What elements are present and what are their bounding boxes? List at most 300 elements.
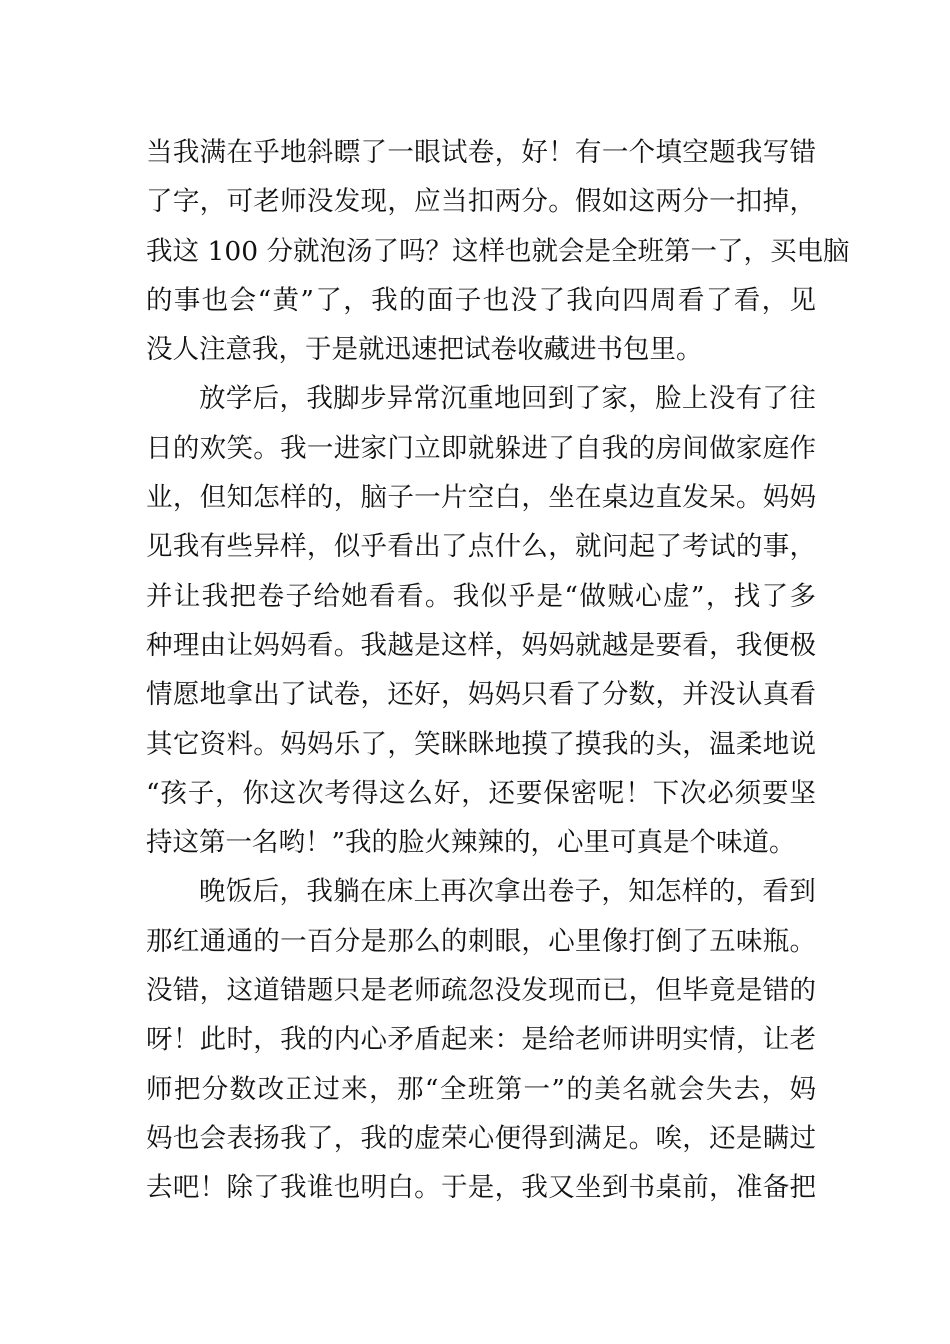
glyph: 坐 [575,1172,602,1204]
glyph: ， [735,1024,763,1056]
glyph: 呀 [146,1024,173,1056]
glyph: 好 [433,777,461,809]
line-text: 没人注意我，于是就迅速把试卷收藏进书包里。 [146,334,703,366]
glyph: 分 [601,679,629,711]
glyph: 要 [761,777,789,809]
glyph: 四 [622,284,649,316]
glyph: 考 [682,531,709,563]
glyph: 我 [172,531,200,563]
glyph: 似 [480,580,508,612]
glyph: 道 [253,975,280,1007]
glyph: 愿 [172,679,200,711]
glyph: 全 [611,235,638,267]
glyph: 是 [467,1172,495,1204]
glyph: 样 [280,531,307,563]
glyph: ， [369,1073,396,1105]
glyph: 眼 [494,925,522,957]
glyph: 试 [440,137,468,168]
glyph: 是 [735,975,763,1007]
glyph: 温 [709,728,736,760]
glyph: 分 [266,235,293,267]
glyph: 表 [226,1122,253,1154]
glyph: ” [690,580,705,612]
glyph: 沉 [440,383,467,415]
glyph: 这 [440,629,468,661]
glyph: 看 [387,531,414,563]
glyph: ， [789,186,816,218]
paragraph-3-line-2 [146,917,816,966]
glyph: ！ [199,1172,227,1204]
glyph: 像 [601,925,629,957]
glyph: 错 [172,975,200,1007]
glyph: 毕 [682,975,709,1007]
glyph: 了 [360,137,387,168]
glyph: 往 [789,383,816,415]
glyph: 竟 [709,975,736,1007]
glyph: 我 [566,284,593,316]
glyph: 通 [226,925,253,957]
glyph: ， [761,1073,789,1105]
glyph: 可 [226,186,253,218]
glyph: 通 [199,925,227,957]
glyph: 我 [360,629,387,661]
paragraph-2-line-8 [146,720,816,769]
glyph: 红 [172,925,200,957]
glyph: 是 [414,629,441,661]
glyph: 眯 [467,728,495,760]
glyph: 分 [201,1073,229,1105]
glyph: 还 [709,1122,736,1154]
glyph: 在 [575,482,602,514]
glyph: 事 [762,531,790,563]
glyph: 名 [622,1073,649,1105]
glyph: 怎 [655,876,682,908]
glyph: 重 [467,383,494,415]
glyph: 扣 [467,186,495,218]
glyph: 妈 [521,629,548,661]
glyph: 当 [440,186,468,218]
glyph: ， [705,580,733,612]
glyph: ， [333,1122,361,1154]
glyph: 么 [406,777,433,809]
glyph: 笑 [414,728,441,760]
glyph: ， [789,531,816,563]
glyph: ， [735,876,763,908]
glyph: 扣 [735,186,763,218]
glyph: 里 [575,925,602,957]
glyph: 出 [253,679,280,711]
glyph: 试 [709,531,736,563]
glyph: 看 [677,284,705,316]
glyph: ， [494,137,522,168]
glyph: ， [215,777,242,809]
glyph: 越 [387,629,414,661]
glyph: 看 [733,284,761,316]
glyph: 谁 [306,1172,334,1204]
glyph: 我 [521,1172,548,1204]
glyph: ， [387,186,414,218]
glyph: ， [494,1172,522,1204]
glyph: 了 [548,728,575,760]
glyph: 极 [789,629,816,661]
glyph: 卷 [333,679,361,711]
glyph: 是 [360,975,387,1007]
glyph: 我 [280,1172,307,1204]
glyph: 把 [173,1073,201,1105]
glyph: 没 [708,383,736,415]
glyph: 样 [681,876,709,908]
glyph: “ [146,777,160,809]
glyph: 一 [414,482,441,514]
glyph: ， [461,777,488,809]
glyph: 妈 [306,728,334,760]
glyph: 妈 [762,482,790,514]
glyph: 瓶 [762,925,790,957]
glyph: 班 [467,1073,495,1105]
glyph: 样 [478,235,505,267]
glyph: 摸 [521,728,548,760]
glyph: 常 [413,383,441,415]
glyph: 了 [372,235,399,267]
glyph: 应 [414,186,441,218]
glyph: 理 [172,629,200,661]
glyph: 拿 [226,679,253,711]
glyph: 失 [705,1073,733,1105]
glyph: 那 [397,1073,424,1105]
glyph: “ [564,580,578,612]
glyph: 就 [531,235,558,267]
glyph: 除 [226,1172,253,1204]
glyph: 贼 [607,580,634,612]
glyph: 第 [495,1073,523,1105]
glyph: 吧 [172,1172,200,1204]
glyph: 吗 [399,235,426,267]
glyph: ， [199,186,227,218]
glyph: 过 [313,1073,340,1105]
glyph: 饭 [225,876,253,908]
glyph: 味 [735,925,763,957]
glyph: 满 [199,137,227,168]
glyph: 上 [681,383,709,415]
glyph: 卷 [547,876,575,908]
glyph: 便 [494,1122,522,1154]
glyph: 的 [566,1073,593,1105]
glyph: 间 [682,432,709,464]
glyph: 欢 [199,432,227,464]
glyph: ， [628,975,656,1007]
glyph: 你 [242,777,269,809]
glyph: 的 [387,1122,414,1154]
glyph: 来 [341,1073,368,1105]
glyph: 怎 [253,482,280,514]
glyph: 呆 [709,482,736,514]
glyph: 坚 [789,777,816,809]
glyph: 并 [682,679,709,711]
glyph: ， [655,679,682,711]
glyph: 上 [413,876,441,908]
glyph: 这 [172,235,199,267]
glyph: 我 [280,1122,307,1154]
glyph: 心 [635,580,662,612]
glyph: 。 [789,925,816,957]
glyph: ， [279,383,306,415]
glyph: 我 [360,1122,387,1154]
glyph: 就 [467,432,495,464]
glyph: 次 [297,777,324,809]
glyph: 床 [386,876,414,908]
glyph: 。 [735,482,763,514]
glyph: 没 [146,975,173,1007]
glyph: 地 [762,728,790,760]
glyph: 作 [789,432,816,464]
glyph: 的 [628,728,656,760]
glyph: ： [494,1024,522,1056]
glyph: “ [257,284,272,316]
glyph: ” [551,1073,565,1105]
glyph: 我 [172,137,200,168]
glyph: 明 [655,1024,682,1056]
glyph: 的 [306,1024,334,1056]
paragraph-3-line-7 [146,1163,816,1212]
glyph: 须 [734,777,762,809]
glyph: 正 [285,1073,312,1105]
glyph: 边 [628,482,656,514]
glyph: 问 [601,531,629,563]
glyph: 我 [201,580,229,612]
glyph: 现 [360,186,387,218]
glyph: 房 [655,432,682,464]
glyph: ， [306,531,334,563]
paragraph-2-line-7 [146,670,816,719]
line-text: 持这第一名哟！”我的脸火辣辣的，心里可真是个味道。 [146,827,796,859]
glyph: 面 [426,284,454,316]
glyph: 妈 [789,1073,816,1105]
paragraph-3-line-6 [146,1114,816,1163]
glyph: ， [333,482,361,514]
glyph: 还 [387,679,414,711]
glyph: 看 [789,679,816,711]
glyph: 什 [494,531,522,563]
glyph: 刺 [467,925,495,957]
glyph: 分 [521,186,548,218]
glyph: 找 [733,580,761,612]
glyph: 0 [224,235,242,267]
glyph: 见 [789,284,816,316]
glyph: ， [360,679,387,711]
glyph: 唉 [655,1122,682,1154]
glyph: 的 [172,432,200,464]
glyph: 脚 [333,383,360,415]
glyph: 没 [494,975,522,1007]
glyph: 发 [333,186,361,218]
glyph: 师 [146,1073,173,1105]
glyph: 忽 [467,975,495,1007]
paragraph-2-line-4 [146,522,816,571]
glyph: 知 [628,876,655,908]
glyph: 分 [333,925,361,957]
glyph: 五 [709,925,736,957]
glyph: 直 [655,482,682,514]
paragraph-2-line-1 [146,374,816,423]
glyph: 分 [682,186,709,218]
glyph: 后 [252,383,280,415]
glyph: 斜 [306,137,334,168]
glyph: 会 [677,1073,705,1105]
glyph: 数 [628,679,656,711]
glyph: 我 [146,235,173,267]
glyph: 后 [252,876,280,908]
glyph: 我 [371,284,398,316]
glyph: 立 [414,432,441,464]
glyph: 乎 [360,531,387,563]
glyph: 但 [199,482,227,514]
glyph: 桌 [655,1172,682,1204]
glyph: 情 [146,679,173,711]
glyph: 妈 [548,629,575,661]
glyph: 资 [199,728,227,760]
glyph: 假 [575,186,602,218]
glyph: 这 [269,777,297,809]
glyph: ， [440,679,468,711]
glyph: 也 [482,284,510,316]
glyph: 异 [386,383,414,415]
glyph: 么 [521,531,548,563]
glyph: 乎 [508,580,536,612]
glyph: “ [424,1073,439,1105]
glyph: 美 [594,1073,621,1105]
glyph: 地 [280,137,307,168]
glyph: 的 [146,284,173,316]
glyph: 看 [397,580,424,612]
glyph: 笑 [226,432,253,464]
paragraph-3-line-5 [146,1065,816,1114]
paragraph-3-line-4 [146,1015,816,1064]
glyph: 心 [548,925,575,957]
glyph: 情 [709,1024,736,1056]
glyph: 好 [521,137,548,168]
glyph: 在 [359,876,387,908]
glyph: 出 [414,531,441,563]
paragraph-2-line-6 [146,621,816,670]
glyph: 没 [510,284,538,316]
glyph: 么 [414,925,441,957]
glyph: 有 [735,383,763,415]
glyph: ！ [172,1024,200,1056]
paragraph-1-line-2 [146,177,816,226]
glyph: 片 [440,482,468,514]
glyph: 备 [762,1172,790,1204]
glyph: 还 [488,777,516,809]
glyph: 买 [770,235,797,267]
glyph: ， [743,235,770,267]
glyph: 给 [548,1024,575,1056]
glyph [199,227,207,276]
glyph: 有 [575,137,602,168]
glyph: 躲 [494,432,522,464]
glyph: 认 [735,679,763,711]
glyph: 1 [207,235,225,267]
glyph: 明 [360,1172,387,1204]
glyph: ， [521,482,548,514]
glyph: 只 [333,975,361,1007]
glyph: 让 [173,580,201,612]
glyph: 密 [570,777,598,809]
glyph: 的 [789,975,816,1007]
glyph: 是 [628,629,656,661]
glyph: 卷 [257,580,285,612]
glyph: 又 [548,1172,575,1204]
glyph: 这 [628,186,656,218]
glyph: 疏 [440,975,468,1007]
glyph: 心 [360,1024,387,1056]
glyph: 脸 [655,383,682,415]
glyph: ， [343,284,370,316]
glyph: 白 [387,1172,414,1204]
glyph: 心 [467,1122,495,1154]
glyph: 了 [306,1122,334,1154]
glyph: 百 [306,925,334,957]
glyph: 业 [146,482,173,514]
glyph: 脑 [360,482,387,514]
glyph: 它 [172,728,200,760]
glyph: 说 [789,728,816,760]
paragraph-1-line-4 [146,276,816,325]
glyph: 我 [735,629,763,661]
glyph: ， [279,876,306,908]
glyph: 在 [226,137,253,168]
glyph: 字 [172,186,200,218]
glyph: 黄 [272,284,300,316]
glyph: 空 [682,137,709,168]
glyph: 乐 [333,728,361,760]
glyph: 子 [574,876,602,908]
glyph: 。 [253,432,280,464]
glyph: 是 [521,1024,548,1056]
glyph: 了 [538,284,565,316]
glyph: 让 [762,1024,790,1056]
glyph: 是 [536,580,563,612]
glyph: 周 [650,284,677,316]
glyph: 到 [548,1122,575,1154]
glyph: 填 [655,137,682,168]
glyph: 真 [762,679,790,711]
glyph: 自 [575,432,602,464]
glyph: 两 [494,186,522,218]
paragraph-2-line-3 [146,473,816,522]
paragraph-2-line-5 [146,572,816,621]
glyph: 题 [709,137,736,168]
glyph: 已 [601,975,629,1007]
glyph: 到 [547,383,575,415]
glyph: ， [709,1172,736,1204]
glyph: 那 [387,925,414,957]
glyph: 家 [735,432,763,464]
glyph: 如 [601,186,629,218]
glyph: 孩 [160,777,187,809]
glyph: 错 [789,137,816,168]
glyph: 了 [705,284,733,316]
glyph: 全 [439,1073,467,1105]
glyph: 班 [637,235,664,267]
glyph: 子 [454,284,482,316]
glyph: 乎 [253,137,280,168]
glyph: ， [628,383,655,415]
glyph: 白 [494,482,522,514]
glyph: 看 [548,679,575,711]
glyph: 看 [762,876,789,908]
glyph: 放 [199,383,226,415]
glyph: 一 [690,235,717,267]
